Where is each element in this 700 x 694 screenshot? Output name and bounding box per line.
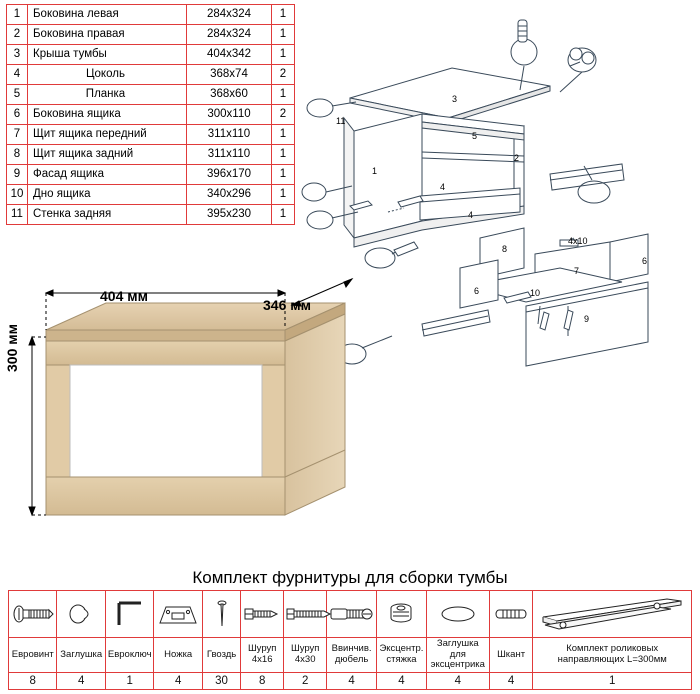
row-qty: 1 [272, 85, 295, 105]
hardware-section-title: Комплект фурнитуры для сборки тумбы [192, 568, 508, 587]
height-dimension-label: 300 мм [4, 324, 20, 372]
hardware-count: 1 [105, 672, 153, 689]
row-qty: 1 [272, 205, 295, 225]
hardware-count: 4 [377, 672, 427, 689]
row-name: Боковина правая [28, 25, 187, 45]
row-qty: 1 [272, 45, 295, 65]
parts-table [6, 4, 295, 225]
hardware-count: 4 [489, 672, 533, 689]
row-dim: 396х170 [187, 165, 272, 185]
row-name: Фасад ящика [28, 165, 187, 185]
row-number: 8 [7, 145, 28, 165]
table-row [7, 165, 295, 185]
row-dim: 300х110 [187, 105, 272, 125]
row-qty: 1 [272, 185, 295, 205]
callout-2: 2 [514, 153, 520, 163]
nightstand-render [0, 275, 380, 555]
row-number: 4 [7, 65, 28, 85]
callout-7: 7 [574, 266, 580, 276]
table-row [7, 5, 295, 25]
row-number: 7 [7, 125, 28, 145]
hardware-count: 8 [9, 672, 57, 689]
callout-3: 3 [452, 94, 458, 104]
hardware-count: 4 [57, 672, 105, 689]
row-name: Щит ящика передний [28, 125, 187, 145]
table-row [7, 125, 295, 145]
row-name: Стенка задняя [28, 205, 187, 225]
hardware-count: 2 [284, 672, 327, 689]
row-number: 11 [7, 205, 28, 225]
row-dim: 395х230 [187, 205, 272, 225]
table-row [7, 145, 295, 165]
row-dim: 340х296 [187, 185, 272, 205]
row-dim: 311х110 [187, 145, 272, 165]
row-name: Боковина левая [28, 5, 187, 25]
hardware-label: Евровинт [9, 638, 57, 673]
hardware-label: Шуруп 4х16 [241, 638, 284, 673]
row-number: 5 [7, 85, 28, 105]
row-name: Боковина ящика [28, 105, 187, 125]
hardware-cell-roller-slides [533, 591, 692, 638]
hardware-cell-cap [57, 591, 105, 638]
hardware-count: 30 [202, 672, 240, 689]
callout-8: 8 [502, 244, 508, 254]
hardware-cell-foot [154, 591, 202, 638]
hardware-cell-euro-key [105, 591, 153, 638]
hardware-count: 4 [327, 672, 377, 689]
hardware-label: Шкант [489, 638, 533, 673]
hardware-label: Евроключ [105, 638, 153, 673]
table-row [7, 205, 295, 225]
hardware-cell-cam-lock [377, 591, 427, 638]
table-row [7, 65, 295, 85]
row-dim: 284х324 [187, 25, 272, 45]
hardware-label: Эксцентр. стяжка [377, 638, 427, 673]
callout-4: 4 [440, 182, 446, 192]
row-dim: 311х110 [187, 125, 272, 145]
hardware-label: Заглушка [57, 638, 105, 673]
hardware-count: 4 [154, 672, 202, 689]
row-qty: 2 [272, 105, 295, 125]
row-number: 3 [7, 45, 28, 65]
row-number: 2 [7, 25, 28, 45]
row-qty: 1 [272, 165, 295, 185]
hardware-cell-cam-cap [426, 591, 489, 638]
row-qty: 1 [272, 25, 295, 45]
hardware-label: Гвоздь [202, 638, 240, 673]
row-number: 1 [7, 5, 28, 25]
row-name: Планка [28, 85, 187, 105]
hardware-count: 4 [426, 672, 489, 689]
table-row [7, 105, 295, 125]
row-dim: 368х74 [187, 65, 272, 85]
parts-table-body [7, 5, 295, 225]
row-number: 10 [7, 185, 28, 205]
row-name: Дно ящика [28, 185, 187, 205]
row-name: Щит ящика задний [28, 145, 187, 165]
callout-6: 6 [642, 256, 648, 266]
table-row [7, 185, 295, 205]
row-dim: 404х342 [187, 45, 272, 65]
hardware-count: 8 [241, 672, 284, 689]
hardware-count: 1 [533, 672, 692, 689]
table-row [7, 45, 295, 65]
hardware-label: Заглушка для эксцентрика [426, 638, 489, 673]
row-dim: 368х60 [187, 85, 272, 105]
hardware-label: Шуруп 4х30 [284, 638, 327, 673]
hardware-cell-screw-4x16 [241, 591, 284, 638]
callout-6b: 6 [474, 286, 480, 296]
depth-dimension-label: 346 мм [263, 297, 311, 313]
hardware-cell-screw-in-dowel [327, 591, 377, 638]
hardware-cell-euro-screw [9, 591, 57, 638]
row-dim: 284х324 [187, 5, 272, 25]
row-qty: 2 [272, 65, 295, 85]
row-number: 6 [7, 105, 28, 125]
row-qty: 1 [272, 125, 295, 145]
table-row [7, 85, 295, 105]
row-name: Цоколь [28, 65, 187, 85]
callout-1: 1 [372, 166, 378, 176]
hardware-label: Ввинчив. дюбель [327, 638, 377, 673]
table-row [7, 25, 295, 45]
callout-11: 11 [336, 116, 346, 126]
hardware-cell-dowel [489, 591, 533, 638]
row-name: Крыша тумбы [28, 45, 187, 65]
hardware-label: Ножка [154, 638, 202, 673]
hardware-table [8, 590, 692, 690]
callout-9: 9 [584, 314, 590, 324]
hardware-cell-nail [202, 591, 240, 638]
row-qty: 1 [272, 145, 295, 165]
callout-4b: 4 [468, 210, 474, 220]
callout-10: 10 [530, 288, 541, 298]
width-dimension-label: 404 мм [100, 288, 148, 304]
rail-size-label: 4х10 [568, 236, 588, 246]
hardware-label: Комплект роликовых направляющих L=300мм [533, 638, 692, 673]
row-number: 9 [7, 165, 28, 185]
row-qty: 1 [272, 5, 295, 25]
hardware-cell-screw-4x30 [284, 591, 327, 638]
callout-5: 5 [472, 131, 478, 141]
